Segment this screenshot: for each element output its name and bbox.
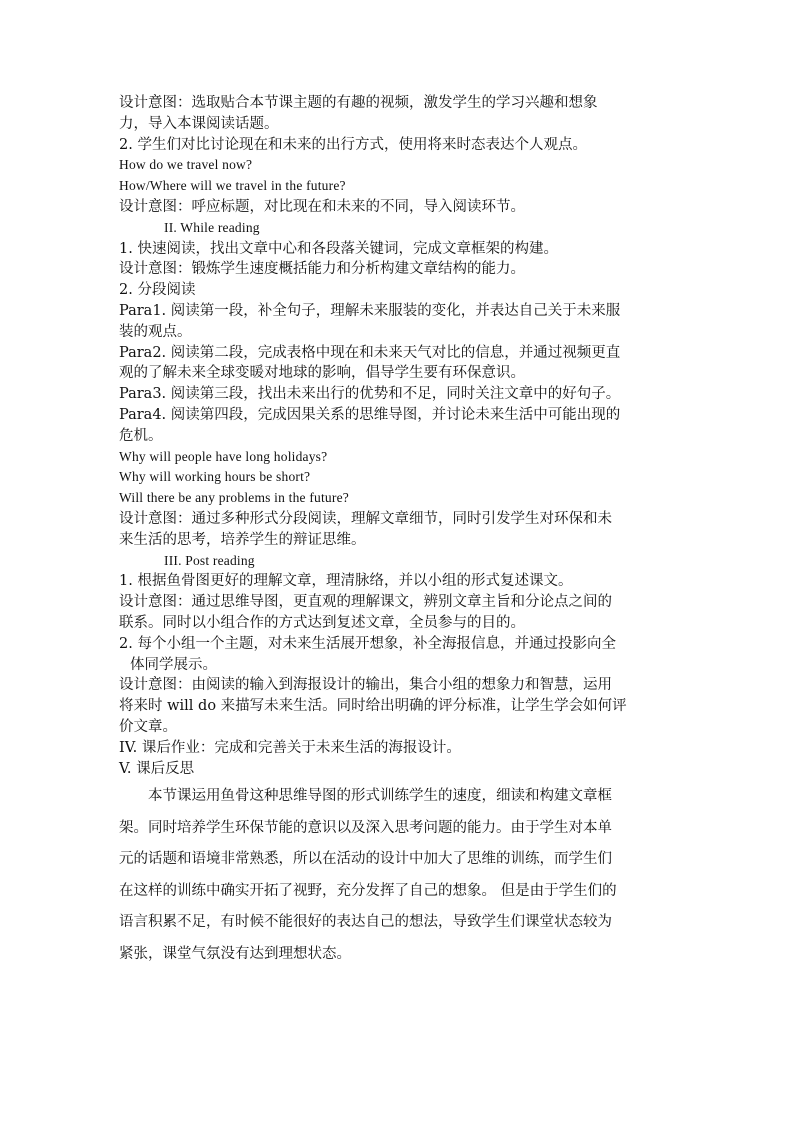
reflection-line: 元的话题和语境非常熟悉，所以在活动的设计中加大了思维的训练，而学生们	[119, 851, 612, 868]
design-intent-line: 力，导入本课阅读话题。	[119, 115, 279, 132]
reflection-heading: V. 课后反思	[119, 760, 195, 777]
reflection-line: 架。同时培养学生环保节能的意识以及深入思考问题的能力。由于学生对本单	[119, 819, 612, 836]
reflection-line: 本节课运用鱼骨这种思维导图的形式训练学生的速度，细读和构建文章框	[148, 788, 612, 805]
design-intent-line: 设计意图：锻炼学生速度概括能力和分析构建文章结构的能力。	[119, 261, 525, 278]
homework-heading: IV. 课后作业：完成和完善关于未来生活的海报设计。	[119, 739, 461, 756]
activity-line: 1. 快速阅读，找出文章中心和各段落关键词，完成文章框架的构建。	[119, 240, 558, 257]
design-intent-line: 设计意图：通过多种形式分段阅读，理解文章细节，同时引发学生对环保和未	[119, 510, 612, 527]
reflection-line: 紧张，课堂气氛没有达到理想状态。	[119, 945, 351, 962]
design-intent-line: 联系。同时以小组合作的方式达到复述文章，全员参与的目的。	[119, 614, 525, 631]
design-intent-line: 设计意图：选取贴合本节课主题的有趣的视频，激发学生的学习兴趣和想象	[119, 95, 598, 111]
activity-line: 2. 学生们对比讨论现在和未来的出行方式，使用将来时态表达个人观点。	[119, 136, 587, 153]
paragraph-task-line: Para3. 阅读第三段，找出未来出行的优势和不足，同时关注文章中的好句子。	[119, 386, 621, 403]
activity-line: 2. 每个小组一个主题，对未来生活展开想象，补全海报信息，并通过投影向全	[119, 635, 616, 652]
question-line: Why will working hours be short?	[119, 469, 311, 485]
question-line: How do we travel now?	[119, 157, 253, 173]
paragraph-task-line: 装的观点。	[119, 323, 192, 340]
reflection-line: 语言积累不足，有时候不能很好的表达自己的想法，导致学生们课堂状态较为	[119, 914, 612, 931]
question-line: Why will people have long holidays?	[119, 448, 328, 464]
paragraph-task-line: Para2. 阅读第二段，完成表格中现在和未来天气对比的信息，并通过视频更直	[119, 344, 621, 361]
paragraph-task-line: Para4. 阅读第四段，完成因果关系的思维导图，并讨论未来生活中可能出现的	[119, 406, 621, 423]
design-intent-line: 来生活的思考，培养学生的辩证思维。	[119, 531, 366, 548]
paragraph-task-line: Para1. 阅读第一段，补全句子，理解未来服装的变化，并表达自己关于未来服	[119, 302, 621, 319]
section-heading-while-reading: II. While reading	[164, 219, 260, 235]
design-intent-line: 设计意图：通过思维导图，更直观的理解课文，辨别文章主旨和分论点之间的	[119, 594, 612, 611]
activity-line: 1. 根据鱼骨图更好的理解文章，理清脉络，并以小组的形式复述课文。	[119, 573, 573, 590]
question-line: How/Where will we travel in the future?	[119, 178, 346, 194]
activity-line: 2. 分段阅读	[119, 282, 196, 299]
activity-line: 体同学展示。	[130, 656, 217, 673]
reflection-line: 在这样的训练中确实开拓了视野，充分发挥了自己的想象。 但是由于学生们的	[119, 882, 617, 899]
paragraph-task-line: 观的了解未来全球变暖对地球的影响，倡导学生要有环保意识。	[119, 365, 525, 382]
document-page	[119, 93, 679, 970]
design-intent-line: 将来时 will do 来描写未来生活。同时给出明确的评分标准，让学生学会如何评	[119, 698, 627, 715]
design-intent-line: 价文章。	[119, 718, 177, 735]
question-line: Will there be any problems in the future?	[119, 490, 349, 506]
design-intent-line: 设计意图：由阅读的输入到海报设计的输出，集合小组的想象力和智慧，运用	[119, 677, 612, 694]
paragraph-task-line: 危机。	[119, 427, 163, 444]
design-intent-line: 设计意图：呼应标题，对比现在和未来的不同，导入阅读环节。	[119, 198, 525, 215]
section-heading-post-reading: III. Post reading	[164, 552, 255, 568]
